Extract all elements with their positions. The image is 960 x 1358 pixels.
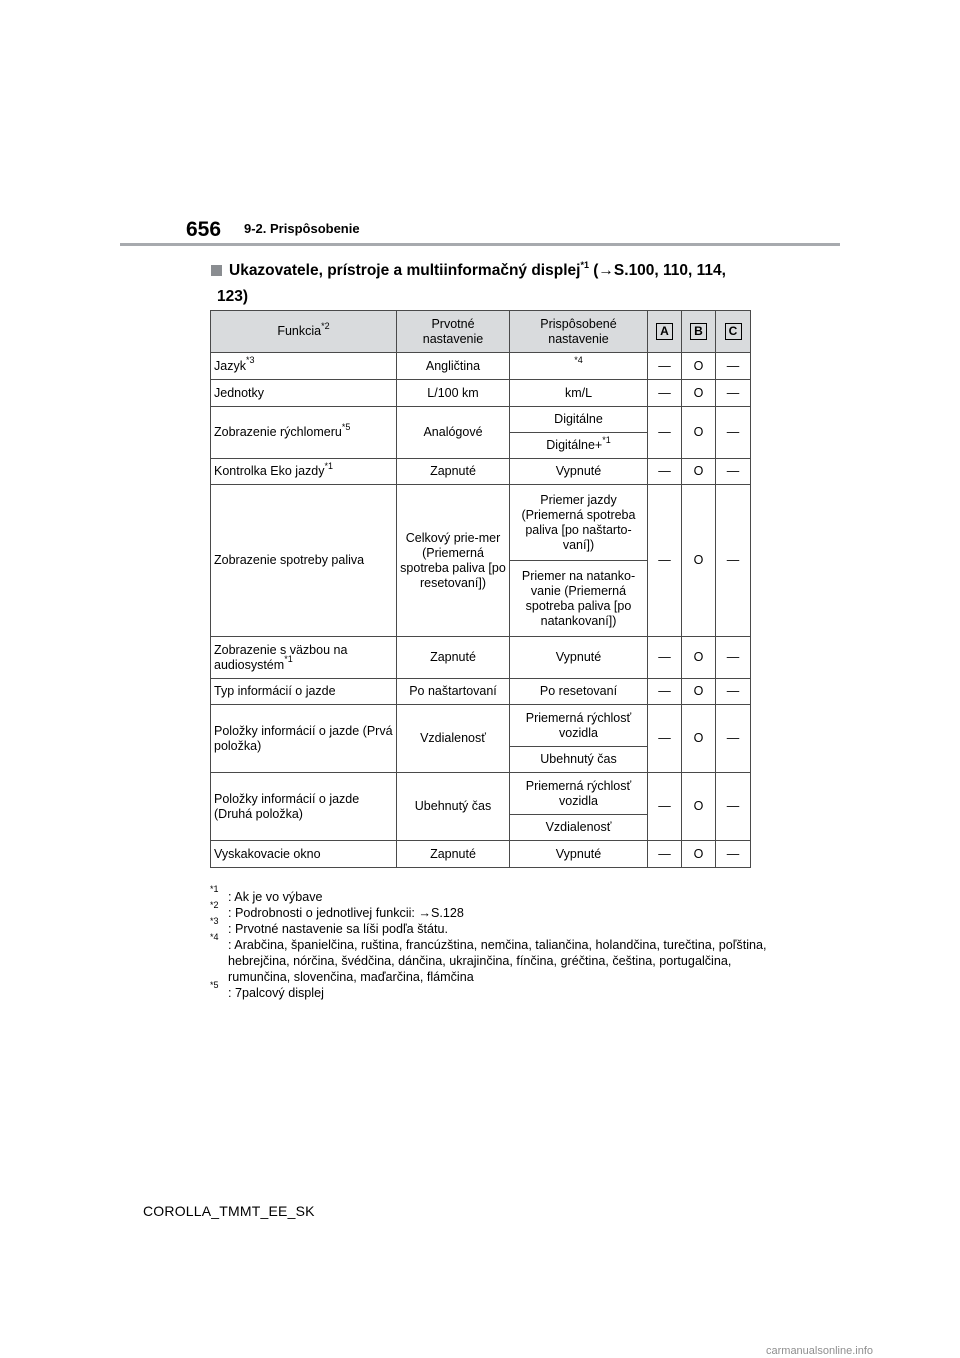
cell-a: — [648, 705, 682, 773]
cell-b: O [682, 773, 716, 841]
cell-custom: Vypnuté [510, 841, 648, 868]
cell-b: O [682, 407, 716, 459]
cell-function: Položky informácií o jazde (Prvá položka) [211, 705, 397, 773]
cell-c: — [716, 485, 751, 637]
cell-function: Vyskakovacie okno [211, 841, 397, 868]
table-row [211, 459, 751, 485]
page-number: 656 [186, 218, 222, 241]
cell-a: — [648, 637, 682, 679]
cell-initial: Po naštartovaní [397, 679, 510, 705]
cell-custom: Digitálne [510, 407, 648, 433]
table-row [211, 407, 751, 433]
cell-b: O [682, 353, 716, 380]
cell-a: — [648, 841, 682, 868]
cell-custom: km/L [510, 380, 648, 407]
cell-initial: Zapnuté [397, 459, 510, 485]
header-divider [120, 243, 840, 246]
cell-c: — [716, 380, 751, 407]
cell-custom: Po resetovaní [510, 679, 648, 705]
header-initial-setting: Prvotné nastavenie [397, 311, 510, 353]
cell-b: O [682, 705, 716, 773]
cell-b: O [682, 637, 716, 679]
cell-custom: *4 [510, 353, 648, 380]
arrow-right-icon: → [418, 906, 432, 920]
header-c [716, 311, 751, 353]
b-box-icon: B [690, 323, 707, 340]
cell-a: — [648, 679, 682, 705]
section-heading [211, 258, 771, 310]
watermark[interactable]: carmanualsonline.info [766, 1345, 874, 1357]
cell-c: — [716, 459, 751, 485]
cell-a: — [648, 380, 682, 407]
header-b [682, 311, 716, 353]
cell-c: — [716, 705, 751, 773]
heading-paren: ( [588, 262, 599, 279]
square-bullet-icon [211, 265, 222, 276]
arrow-right-icon: → [598, 262, 614, 279]
footnotes [210, 884, 770, 1001]
footnote: *2 : Podrobnosti o jednotlivej funkcii: →S.128 [210, 900, 464, 920]
cell-c: — [716, 773, 751, 841]
table-row [211, 705, 751, 747]
cell-function: Zobrazenie spotreby paliva [211, 485, 397, 637]
cell-initial: Zapnuté [397, 637, 510, 679]
header-a [648, 311, 682, 353]
cell-b: O [682, 459, 716, 485]
heading-line-2: 123) [217, 288, 249, 305]
cell-function: Kontrolka Eko jazdy$^{*1}$ [211, 459, 397, 485]
section-title: 9-2. Prispôsobenie [244, 221, 360, 236]
cell-custom: Digitálne+$^{*1}$ [510, 433, 648, 459]
table-header-row [211, 311, 751, 353]
heading-page-refs[interactable]: S.100, 110, 114, [613, 262, 726, 279]
cell-function: Položky informácií o jazde (Druhá položka) [211, 773, 397, 841]
cell-function: Zobrazenie s väzbou na audiosystém$^{*1}$ [211, 637, 397, 679]
table-row [211, 679, 751, 705]
cell-a: — [648, 773, 682, 841]
cell-custom: Priemerná rýchlosť vozidla [510, 705, 648, 747]
cell-b: O [682, 485, 716, 637]
cell-initial: L/100 km [397, 380, 510, 407]
cell-custom: Vzdialenosť [510, 815, 648, 841]
cell-initial: Analógové [397, 407, 510, 459]
settings-table [210, 310, 751, 868]
table-row [211, 485, 751, 561]
document-code: COROLLA_TMMT_EE_SK [143, 1203, 315, 1219]
cell-c: — [716, 841, 751, 868]
table-row [211, 773, 751, 815]
a-box-icon: A [656, 323, 673, 340]
heading-text: Ukazovatele, prístroje a multiinformačný displej [229, 262, 581, 279]
cell-a: — [648, 407, 682, 459]
cell-custom: Priemer na natanko-vanie (Priemerná spotreba paliva [po natankovaní]) [510, 561, 648, 637]
cell-initial: Celkový prie-mer (Priemerná spotreba paliva [po resetovaní]) [397, 485, 510, 637]
cell-c: — [716, 353, 751, 380]
cell-initial: Angličtina [397, 353, 510, 380]
cell-c: — [716, 637, 751, 679]
cell-custom: Priemerná rýchlosť vozidla [510, 773, 648, 815]
cell-a: — [648, 353, 682, 380]
cell-function: Jazyk$^{*3}$ [211, 353, 397, 380]
header-custom-setting: Prispôsobené nastavenie [510, 311, 648, 353]
cell-a: — [648, 485, 682, 637]
cell-function: Typ informácií o jazde [211, 679, 397, 705]
cell-c: — [716, 679, 751, 705]
cell-initial: Ubehnutý čas [397, 773, 510, 841]
cell-a: — [648, 459, 682, 485]
cell-custom: Priemer jazdy (Priemerná spotreba paliva [po naštarto-vaní]) [510, 485, 648, 561]
cell-initial: Vzdialenosť [397, 705, 510, 773]
c-box-icon: C [725, 323, 742, 340]
header-function: Funkcia$^{*2}$ [211, 311, 397, 353]
cell-b: O [682, 679, 716, 705]
cell-custom: Vypnuté [510, 459, 648, 485]
footnote: *4 : Arabčina, španielčina, ruština, francúzština, nemčina, taliančina, holandčina, turečtina, poľština, hebrejčina, nórčina, švédčina, dánčina, ukrajinčina, fínčina, gréčtina, čeština, portugalčina, rumunčina, slovenčina, maďarčina, flámčina [210, 932, 767, 984]
table-row [211, 353, 751, 380]
cell-b: O [682, 841, 716, 868]
heading-footnote-mark: *1 [580, 259, 589, 270]
footnote: *3 : Prvotné nastavenie sa líši podľa štátu. [210, 916, 448, 936]
footnote: *5 : 7palcový displej [210, 980, 324, 1000]
cell-c: — [716, 407, 751, 459]
cell-custom: Ubehnutý čas [510, 747, 648, 773]
cell-initial: Zapnuté [397, 841, 510, 868]
table-row [211, 380, 751, 407]
table-row [211, 841, 751, 868]
cell-function: Jednotky [211, 380, 397, 407]
footnote: *1 : Ak je vo výbave [210, 884, 323, 904]
page-reference-link[interactable]: S.128 [431, 906, 464, 920]
cell-b: O [682, 380, 716, 407]
table-row [211, 637, 751, 679]
cell-function: Zobrazenie rýchlomeru$^{*5}$ [211, 407, 397, 459]
cell-custom: Vypnuté [510, 637, 648, 679]
